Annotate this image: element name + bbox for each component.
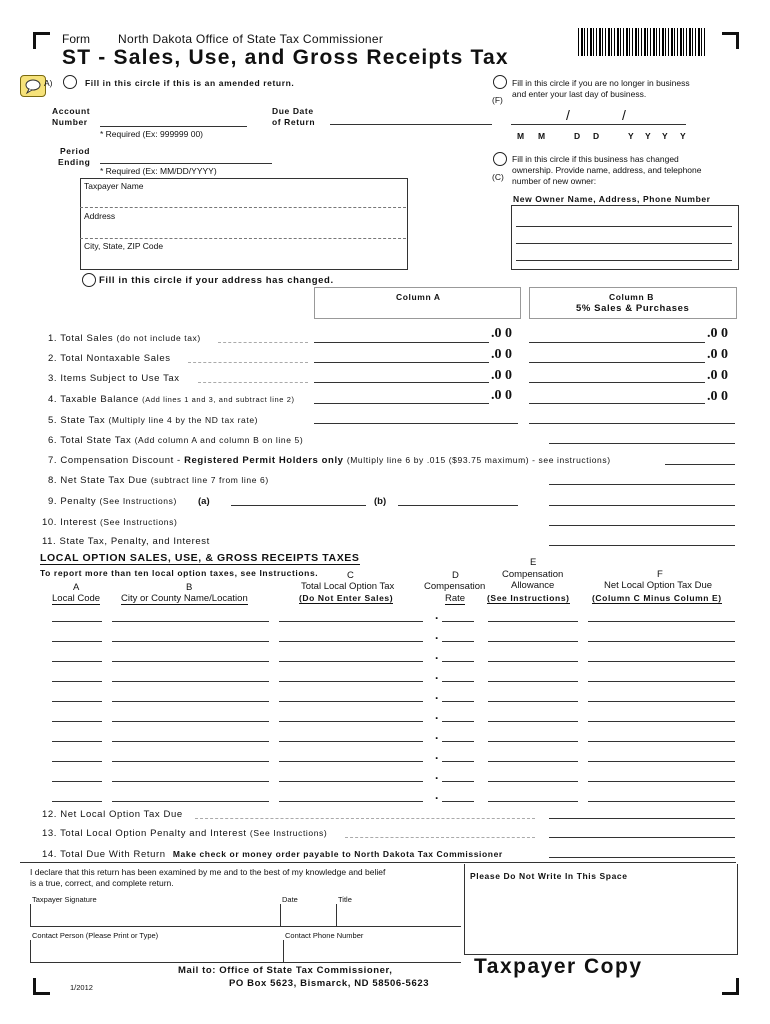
date-format-d1: D	[574, 131, 581, 141]
account-number-field[interactable]	[100, 126, 247, 127]
location-field[interactable]	[112, 761, 269, 762]
line-10-amount[interactable]	[549, 525, 735, 526]
corner-mark-top-right	[722, 32, 739, 49]
line-3-column-a-cents: .0 0	[491, 368, 512, 383]
line-11-label: 11. State Tax, Penalty, and Interest	[42, 536, 210, 547]
local-code-field[interactable]	[52, 661, 102, 662]
col-c-header-1: Total Local Option Tax	[301, 581, 395, 592]
rate-decimal-point: .	[435, 768, 439, 782]
mail-to-line-1: Mail to: Office of State Tax Commissioner,	[178, 965, 393, 976]
col-d-letter: D	[452, 570, 459, 581]
col-d-header-1: Compensation	[424, 581, 486, 592]
allowance-field[interactable]	[488, 621, 578, 622]
local-code-field[interactable]	[52, 681, 102, 682]
line-9-b-field[interactable]	[398, 505, 518, 506]
line-13-label: 13. Total Local Option Penalty and Interest (See Instructions)	[42, 828, 328, 839]
local-tax-field[interactable]	[279, 641, 423, 642]
line-9-b-label: (b)	[374, 496, 387, 507]
rate-decimal-point: .	[435, 628, 439, 642]
address-label: Address	[84, 211, 116, 221]
col-e-header-2: Allowance	[511, 580, 555, 591]
c-text-1: Fill in this circle if this business has changed	[512, 154, 679, 164]
new-owner-line-1[interactable]	[516, 226, 732, 227]
local-option-heading: LOCAL OPTION SALES, USE, & GROSS RECEIPTS TAXES	[40, 552, 360, 564]
rate-decimal-point: .	[435, 788, 439, 802]
line-14-amount[interactable]	[549, 857, 735, 858]
corner-mark-top-left	[33, 32, 50, 49]
f-text-1: Fill in this circle if you are no longer in business	[512, 78, 690, 88]
rate-decimal-point: .	[435, 688, 439, 702]
line-7-amount[interactable]	[665, 464, 735, 465]
date-slash-2: /	[622, 107, 626, 123]
line-1-column-a-cents: .0 0	[491, 326, 512, 341]
title-label: Title	[338, 895, 352, 904]
f-text-2: and enter your last day of business.	[512, 89, 647, 99]
line-2-column-b[interactable]	[529, 362, 705, 363]
line-11-amount[interactable]	[549, 545, 735, 546]
line-3-column-b[interactable]	[529, 382, 705, 383]
line-4-column-a-cents: .0 0	[491, 388, 512, 403]
allowance-field[interactable]	[488, 701, 578, 702]
rate-decimal-point: .	[435, 748, 439, 762]
line-6-amount[interactable]	[549, 443, 735, 444]
col-a-letter: A	[73, 582, 80, 593]
line-1-column-b[interactable]	[529, 342, 705, 343]
period-label-1: Period	[60, 146, 91, 156]
line-10-label: 10. Interest (See Instructions)	[42, 517, 178, 528]
line-3-label: 3. Items Subject to Use Tax	[48, 373, 180, 384]
line-2-column-a-cents: .0 0	[491, 347, 512, 362]
out-of-business-circle[interactable]	[493, 75, 507, 89]
line-2-label: 2. Total Nontaxable Sales	[48, 353, 171, 364]
taxpayer-address-box	[80, 178, 408, 270]
rate-field[interactable]	[442, 761, 474, 762]
column-b-header: Column B	[609, 292, 654, 302]
line-4-column-b[interactable]	[529, 403, 705, 404]
line-9-amount[interactable]	[549, 505, 735, 506]
local-tax-field[interactable]	[279, 761, 423, 762]
column-b-subheader: 5% Sales & Purchases	[576, 303, 690, 314]
form-label: Form	[62, 32, 90, 46]
taxpayer-name-divider	[80, 207, 406, 208]
page-title: ST - Sales, Use, and Gross Receipts Tax	[62, 46, 509, 69]
line-2-column-a[interactable]	[314, 362, 489, 363]
rate-field[interactable]	[442, 721, 474, 722]
line-1-leader	[218, 342, 308, 343]
contact-phone-divider	[283, 940, 284, 962]
line-13-leader	[345, 837, 535, 838]
line-5-column-a[interactable]	[314, 423, 518, 424]
rate-field[interactable]	[442, 641, 474, 642]
f-label: (F)	[492, 95, 503, 105]
rate-field[interactable]	[442, 661, 474, 662]
date-format-y2: Y	[645, 131, 651, 141]
barcode	[578, 28, 706, 56]
rate-decimal-point: .	[435, 648, 439, 662]
local-tax-field[interactable]	[279, 801, 423, 802]
local-code-field[interactable]	[52, 701, 102, 702]
line-7-label: 7. Compensation Discount - Registered Permit Holders only (Multiply line 6 by .015 ($93.75 maximum) - see instructions)	[48, 455, 611, 466]
line-1-column-b-cents: .0 0	[707, 326, 728, 341]
column-a-header: Column A	[396, 292, 441, 302]
local-tax-field[interactable]	[279, 781, 423, 782]
location-field[interactable]	[112, 801, 269, 802]
address-changed-circle[interactable]	[82, 273, 96, 287]
net-due-field[interactable]	[588, 661, 735, 662]
c-text-2: ownership. Provide name, address, and telephone	[512, 165, 702, 175]
account-label-1: Account	[52, 106, 91, 116]
date-format-y4: Y	[680, 131, 686, 141]
local-tax-field[interactable]	[279, 721, 423, 722]
comment-icon[interactable]	[20, 75, 46, 97]
net-due-field[interactable]	[588, 741, 735, 742]
corner-mark-bottom-right	[722, 978, 739, 995]
contact-phone-label: Contact Phone Number	[285, 931, 364, 940]
line-8-amount[interactable]	[549, 484, 735, 485]
local-code-field[interactable]	[52, 781, 102, 782]
col-f-header-2: (Column C Minus Column E)	[592, 593, 722, 603]
col-f-header-1: Net Local Option Tax Due	[604, 580, 713, 591]
allowance-field[interactable]	[488, 661, 578, 662]
col-f-letter: F	[657, 569, 663, 580]
location-field[interactable]	[112, 681, 269, 682]
local-code-field[interactable]	[52, 721, 102, 722]
location-field[interactable]	[112, 701, 269, 702]
signature-top-rule	[20, 862, 736, 863]
line-14-label: 14. Total Due With Return Make check or money order payable to North Dakota Tax Commissioner	[42, 849, 503, 860]
local-tax-field[interactable]	[279, 661, 423, 662]
line-9-a-field[interactable]	[231, 505, 366, 506]
rate-field[interactable]	[442, 621, 474, 622]
line-4-column-b-cents: .0 0	[707, 389, 728, 404]
col-c-header-2: (Do Not Enter Sales)	[299, 593, 394, 603]
line-3-leader	[198, 382, 308, 383]
ownership-change-circle[interactable]	[493, 152, 507, 166]
local-tax-field[interactable]	[279, 741, 423, 742]
location-field[interactable]	[112, 661, 269, 662]
line-1-label: 1. Total Sales (do not include tax)	[48, 333, 201, 344]
net-due-field[interactable]	[588, 721, 735, 722]
line-2-column-b-cents: .0 0	[707, 347, 728, 362]
allowance-field[interactable]	[488, 641, 578, 642]
rate-field[interactable]	[442, 701, 474, 702]
local-code-field[interactable]	[52, 641, 102, 642]
rate-field[interactable]	[442, 801, 474, 802]
allowance-field[interactable]	[488, 741, 578, 742]
line-5-label: 5. State Tax (Multiply line 4 by the ND tax rate)	[48, 415, 259, 426]
date-format-y3: Y	[662, 131, 668, 141]
date-label: Date	[282, 895, 298, 904]
line-3-column-a[interactable]	[314, 382, 489, 383]
date-slash-1: /	[566, 107, 570, 123]
local-code-field[interactable]	[52, 761, 102, 762]
local-code-field[interactable]	[52, 801, 102, 802]
rate-field[interactable]	[442, 681, 474, 682]
due-date-label-1: Due Date	[272, 106, 314, 116]
new-owner-line-3[interactable]	[516, 260, 732, 261]
period-ending-field[interactable]	[100, 163, 272, 164]
location-field[interactable]	[112, 641, 269, 642]
net-due-field[interactable]	[588, 761, 735, 762]
date-format-m2: M	[538, 131, 546, 141]
line-1-column-a[interactable]	[314, 342, 489, 343]
date-format-m1: M	[517, 131, 525, 141]
local-tax-field[interactable]	[279, 681, 423, 682]
form-version: 1/2012	[70, 983, 93, 992]
taxpayer-name-label: Taxpayer Name	[84, 181, 144, 191]
line-3-column-b-cents: .0 0	[707, 368, 728, 383]
line-5-column-b[interactable]	[529, 423, 735, 424]
city-state-zip-label: City, State, ZIP Code	[84, 241, 164, 251]
line-12-amount[interactable]	[549, 818, 735, 819]
local-tax-field[interactable]	[279, 621, 423, 622]
account-label-2: Number	[52, 117, 88, 127]
date-format-d2: D	[593, 131, 600, 141]
corner-mark-bottom-left	[33, 978, 50, 995]
net-due-field[interactable]	[588, 701, 735, 702]
rate-decimal-point: .	[435, 668, 439, 682]
location-field[interactable]	[112, 781, 269, 782]
col-b-header: City or County Name/Location	[121, 593, 248, 604]
local-code-field[interactable]	[52, 621, 102, 622]
period-required: * Required (Ex: MM/DD/YYYY)	[100, 166, 217, 176]
declaration-line-2: is a true, correct, and complete return.	[30, 878, 174, 888]
local-code-field[interactable]	[52, 741, 102, 742]
amended-label: A)	[44, 78, 53, 88]
allowance-field[interactable]	[488, 761, 578, 762]
col-e-header-1: Compensation	[502, 569, 564, 580]
line-2-leader	[188, 362, 308, 363]
line-4-label: 4. Taxable Balance (Add lines 1 and 3, and subtract line 2)	[48, 394, 295, 405]
col-c-letter: C	[347, 570, 354, 581]
line-12-label: 12. Net Local Option Tax Due	[42, 809, 183, 820]
c-text-3: number of new owner:	[512, 176, 597, 186]
line-13-amount[interactable]	[549, 837, 735, 838]
net-due-field[interactable]	[588, 781, 735, 782]
last-business-day-field[interactable]	[511, 124, 686, 125]
rate-decimal-point: .	[435, 608, 439, 622]
signature-field[interactable]	[30, 904, 461, 927]
net-due-field[interactable]	[588, 681, 735, 682]
due-date-field[interactable]	[330, 124, 492, 125]
contact-person-label: Contact Person (Please Print or Type)	[32, 931, 159, 940]
title-field-divider	[336, 904, 337, 926]
agency-name: North Dakota Office of State Tax Commissioner	[118, 32, 384, 46]
col-e-letter: E	[530, 557, 537, 568]
location-field[interactable]	[112, 741, 269, 742]
allowance-field[interactable]	[488, 721, 578, 722]
address-changed-text: Fill in this circle if your address has changed.	[99, 275, 334, 286]
net-due-field[interactable]	[588, 641, 735, 642]
new-owner-line-2[interactable]	[516, 243, 732, 244]
line-4-column-a[interactable]	[314, 403, 489, 404]
c-label: (C)	[492, 172, 504, 182]
date-format-y1: Y	[628, 131, 634, 141]
allowance-field[interactable]	[488, 681, 578, 682]
due-date-label-2: of Return	[272, 117, 316, 127]
allowance-field[interactable]	[488, 801, 578, 802]
line-8-label: 8. Net State Tax Due (subtract line 7 from line 6)	[48, 475, 269, 486]
rate-field[interactable]	[442, 741, 474, 742]
col-b-letter: B	[186, 582, 193, 593]
location-field[interactable]	[112, 721, 269, 722]
line-12-leader	[195, 818, 535, 819]
rate-decimal-point: .	[435, 728, 439, 742]
col-a-header: Local Code	[52, 593, 101, 604]
local-tax-field[interactable]	[279, 701, 423, 702]
col-e-header-3: (See Instructions)	[487, 593, 570, 603]
col-d-header-2: Rate	[445, 593, 466, 604]
taxpayer-copy-label: Taxpayer Copy	[474, 955, 643, 978]
period-label-2: Ending	[58, 157, 91, 167]
rate-decimal-point: .	[435, 708, 439, 722]
date-field-divider	[280, 904, 281, 926]
account-required: * Required (Ex: 999999 00)	[100, 129, 204, 139]
address-divider	[80, 238, 406, 239]
net-due-field[interactable]	[588, 801, 735, 802]
local-option-sub: To report more than ten local option taxes, see Instructions.	[40, 568, 319, 578]
line-6-label: 6. Total State Tax (Add column A and column B on line 5)	[48, 435, 304, 446]
line-9-label: 9. Penalty (See Instructions)	[48, 496, 177, 507]
mail-to-line-2: PO Box 5623, Bismarck, ND 58506-5623	[229, 978, 430, 989]
line-9-a-label: (a)	[198, 496, 210, 507]
taxpayer-signature-label: Taxpayer Signature	[32, 895, 97, 904]
declaration-line-1: I declare that this return has been examined by me and to the best of my knowledge and belief	[30, 867, 386, 877]
contact-person-field[interactable]	[30, 940, 461, 963]
new-owner-heading: New Owner Name, Address, Phone Number	[513, 194, 711, 204]
rate-field[interactable]	[442, 781, 474, 782]
amended-circle[interactable]	[63, 75, 77, 89]
do-not-write-label: Please Do Not Write In This Space	[470, 871, 628, 881]
amended-text: Fill in this circle if this is an amended return.	[85, 78, 295, 88]
allowance-field[interactable]	[488, 781, 578, 782]
location-field[interactable]	[112, 621, 269, 622]
net-due-field[interactable]	[588, 621, 735, 622]
